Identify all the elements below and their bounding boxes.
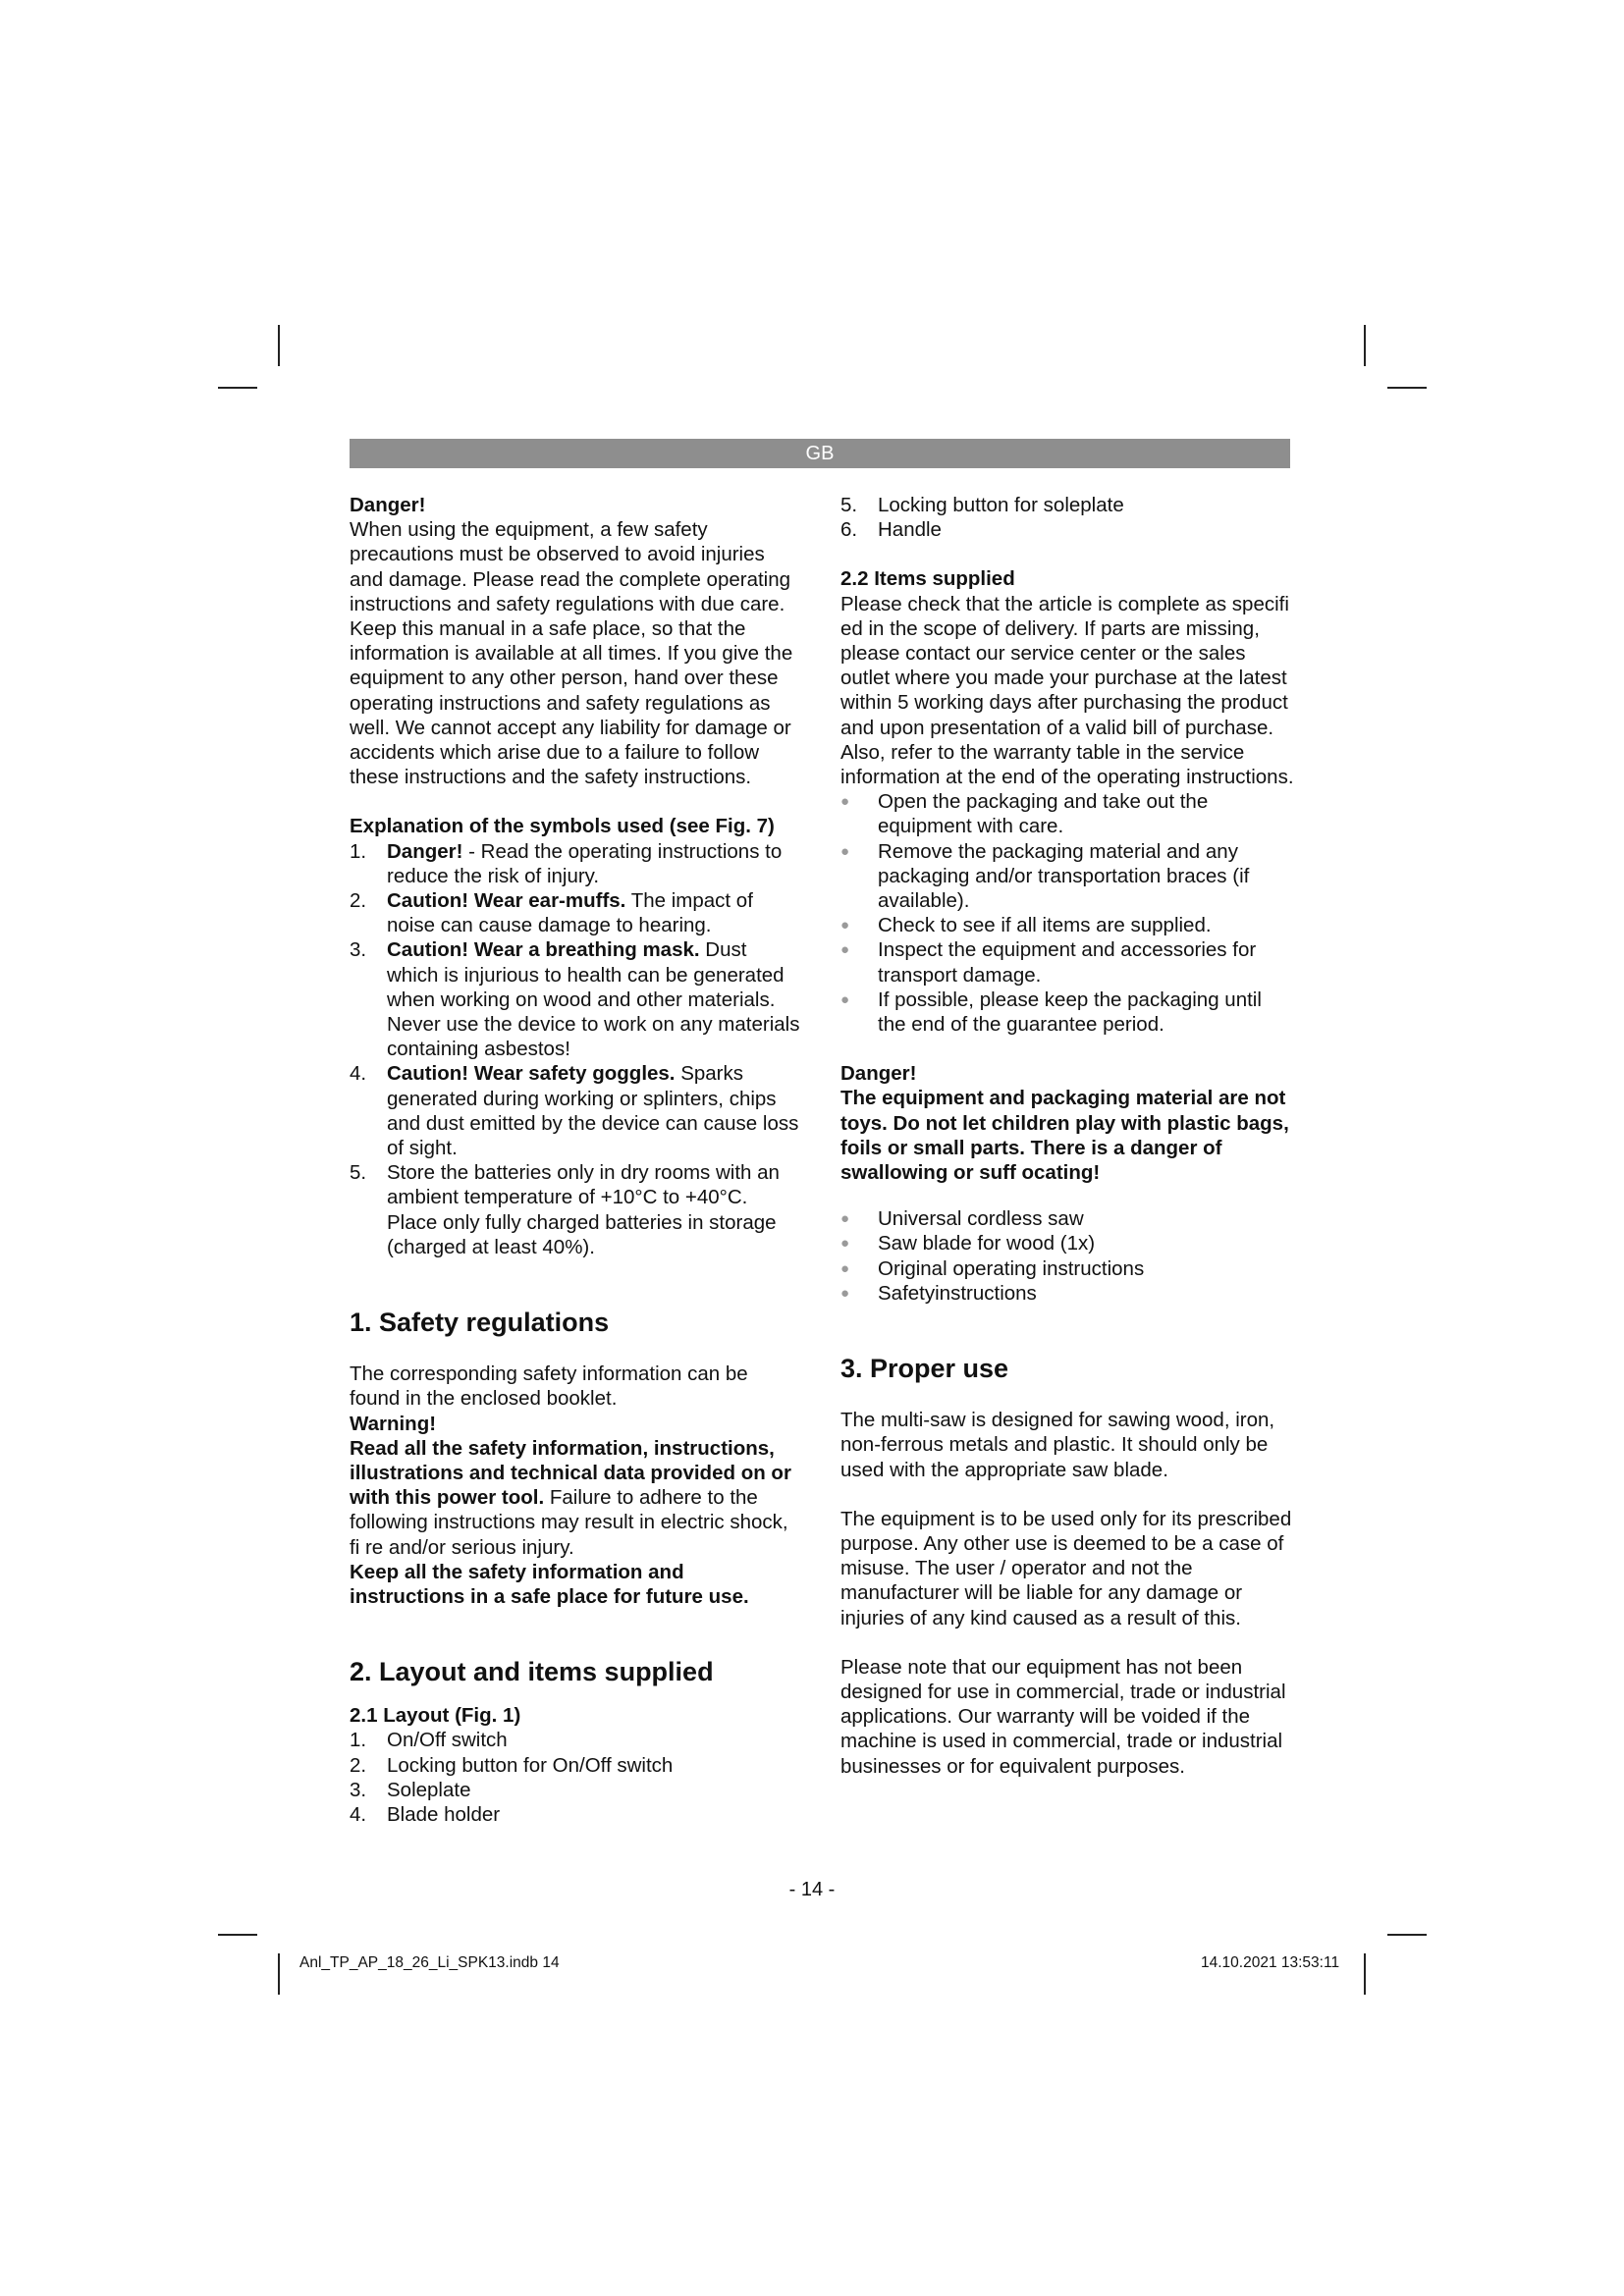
crop-mark bbox=[278, 1953, 280, 1995]
section-3-paragraph-3: Please note that our equipment has not been designed for use in commercial, trade or industrial applications. Our warranty will be voided if the machine is used in commercial, trade or industrial businesses or for equivalent purposes. bbox=[840, 1655, 1286, 1778]
list-item: ● Open the packaging and take out the equipment with care. bbox=[840, 790, 1209, 838]
footer-filename: Anl_TP_AP_18_26_Li_SPK13.indb 14 bbox=[299, 1954, 560, 1971]
list-item: 2. Locking button for On/Off switch bbox=[350, 1753, 674, 1777]
list-item: ● Saw blade for wood (1x) bbox=[840, 1232, 1096, 1255]
list-item: 4. Caution! Wear safety goggles. Sparks generated during working or splinters, chips and dust emitted by the device can cause loss of sight. bbox=[350, 1062, 799, 1160]
bullet-icon: ● bbox=[840, 793, 850, 811]
section-2-2-title: 2.2 Items supplied bbox=[840, 567, 1015, 591]
list-item: 5. Store the batteries only in dry rooms with an ambient temperature of +10°C to +40°C. Place only fully charged batteries in storage (charged at least 40%). bbox=[350, 1161, 780, 1258]
footer-timestamp: 14.10.2021 13:53:11 bbox=[1201, 1954, 1340, 1971]
danger-heading-2: Danger! bbox=[840, 1062, 917, 1086]
bullet-icon: ● bbox=[840, 917, 850, 934]
list-item: 3. Soleplate bbox=[350, 1778, 471, 1801]
bullet-icon: ● bbox=[840, 1210, 850, 1228]
warning-heading: Warning! bbox=[350, 1412, 437, 1435]
crop-mark bbox=[1364, 325, 1366, 366]
danger-heading: Danger! bbox=[350, 494, 426, 516]
list-item: 1. Danger! - Read the operating instructions to reduce the risk of injury. bbox=[350, 839, 783, 887]
section-1-paragraph: The corresponding safety information can be found in the enclosed booklet. bbox=[350, 1362, 748, 1411]
crop-mark bbox=[1387, 1934, 1427, 1936]
list-item: ● Safetyinstructions bbox=[840, 1281, 1037, 1305]
bullet-icon: ● bbox=[840, 842, 850, 860]
crop-mark bbox=[218, 1934, 257, 1936]
section-2-1-title: 2.1 Layout (Fig. 1) bbox=[350, 1704, 521, 1728]
supplied-items-list bbox=[840, 1206, 1294, 1306]
list-item: 2. Caution! Wear ear-muffs. The impact of noise can cause damage to hearing. bbox=[350, 889, 753, 937]
crop-mark bbox=[1364, 1953, 1366, 1995]
crop-mark bbox=[1387, 387, 1427, 389]
symbols-heading: Explanation of the symbols used (see Fig. 7) bbox=[350, 815, 775, 838]
bullet-icon: ● bbox=[840, 1259, 850, 1277]
list-item: 1. On/Off switch bbox=[350, 1729, 508, 1752]
list-item: 4. Blade holder bbox=[350, 1802, 501, 1826]
crop-mark bbox=[278, 325, 280, 366]
list-item: 6. Handle bbox=[840, 518, 942, 542]
keep-instructions-note: Keep all the safety information and instructions in a safe place for future use. bbox=[350, 1560, 749, 1608]
right-column bbox=[840, 493, 1294, 1779]
list-item: ● Inspect the equipment and accessories for transport damage. bbox=[840, 938, 1257, 987]
list-item: ● Remove the packaging material and any packaging and/or transportation braces (if available). bbox=[840, 839, 1250, 913]
symbols-list bbox=[350, 839, 803, 1259]
language-header-bar bbox=[350, 439, 1290, 468]
list-item: ● Universal cordless saw bbox=[840, 1207, 1084, 1231]
section-2-2-paragraph: Please check that the article is complete as specifi ed in the scope of delivery. If parts are missing, please contact our service center or the sales outlet where you made your purchase at the latest within 5 working days after purchasing the product and upon presentation of a valid bill of purchase. Also, refer to the warranty table in the service information at the end of the operating instructions. bbox=[840, 592, 1294, 789]
section-3-title: 3. Proper use bbox=[840, 1354, 1009, 1384]
list-item: ● Original operating instructions bbox=[840, 1256, 1145, 1280]
bullet-icon: ● bbox=[840, 941, 850, 959]
crop-mark bbox=[218, 387, 257, 389]
warning-paragraph: Read all the safety information, instructions, illustrations and technical data provided on or with this power tool. Failure to adhere to the following instructions may result in electric shock, fi re and/or serious injury. bbox=[350, 1436, 791, 1559]
layout-list bbox=[350, 1728, 803, 1827]
list-item: ● Check to see if all items are supplied. bbox=[840, 914, 1212, 937]
section-2-title: 2. Layout and items supplied bbox=[350, 1657, 714, 1687]
list-item: 5. Locking button for soleplate bbox=[840, 494, 1124, 516]
left-column bbox=[350, 493, 803, 1827]
danger-paragraph-2: The equipment and packaging material are not toys. Do not let children play with plastic bags, foils or small parts. There is a danger of swallowing or suff ocating! bbox=[840, 1087, 1289, 1185]
bullet-icon: ● bbox=[840, 990, 850, 1008]
page-number: - 14 - bbox=[788, 1879, 836, 1900]
unpacking-steps bbox=[840, 789, 1294, 1037]
section-3-paragraph-2: The equipment is to be used only for its prescribed purpose. Any other use is deemed to be a case of misuse. The user / operator and not the manufacturer will be liable for any damage or injuries of any kind caused as a result of this. bbox=[840, 1507, 1292, 1629]
list-item: ● If possible, please keep the packaging until the end of the guarantee period. bbox=[840, 988, 1262, 1037]
section-3-paragraph-1: The multi-saw is designed for sawing wood, iron, non-ferrous metals and plastic. It should only be used with the appropriate saw blade. bbox=[840, 1409, 1275, 1481]
bullet-icon: ● bbox=[840, 1235, 850, 1253]
section-1-title: 1. Safety regulations bbox=[350, 1308, 610, 1338]
language-label: GB bbox=[805, 443, 835, 464]
bullet-icon: ● bbox=[840, 1284, 850, 1302]
layout-list-continued bbox=[840, 493, 1294, 542]
danger-paragraph: When using the equipment, a few safety precautions must be observed to avoid injuries and damage. Please read the complete operating instructions and safety regulations with due care. Keep this manual in a safe place, so that the information is available at all times. If you give the equipment to any other person, hand over these operating instructions and safety regulations as well. We cannot accept any liability for damage or accidents which arise due to a failure to follow these instructions and the safety instructions. bbox=[350, 518, 793, 789]
list-item: 3. Caution! Wear a breathing mask. Dust which is injurious to health can be generated when working on wood and other materials. Never use the device to work on any materials containing asbestos! bbox=[350, 938, 800, 1061]
